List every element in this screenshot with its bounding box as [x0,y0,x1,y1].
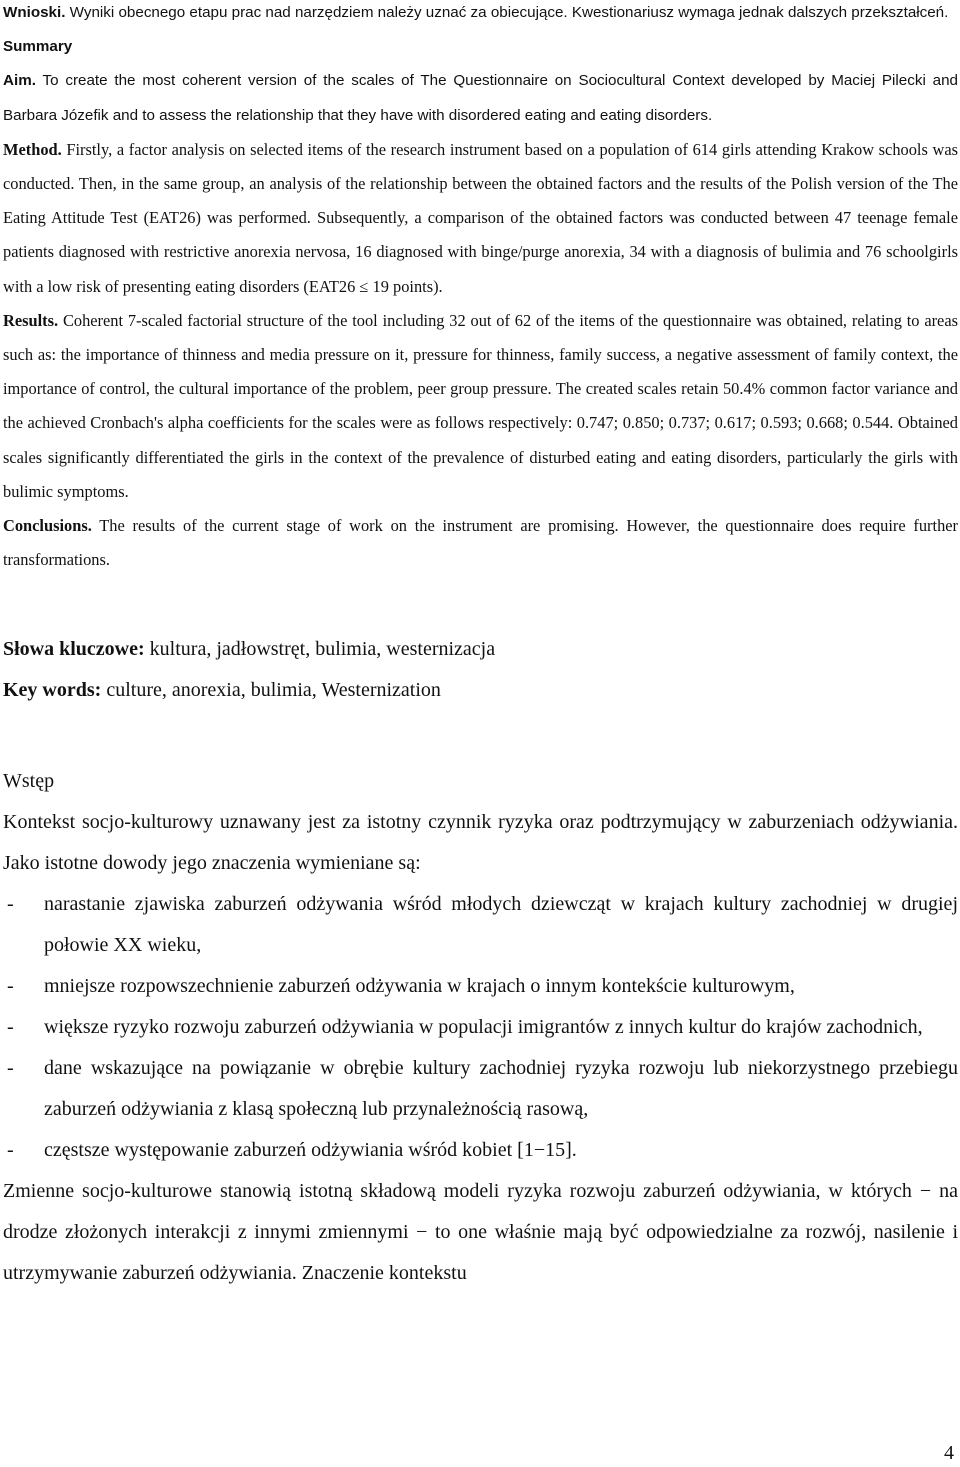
abstract-en-method [3,133,958,304]
conclusions-en-label: Conclusions. [3,516,92,536]
keywords-pl [3,629,958,670]
list-item-text: mniejsze rozpowszechnienie zaburzeń odżywania w krajach o innym kontekście kulturowym, [44,975,795,998]
list-item-text: większe ryzyko rozwoju zaburzeń odżywiania w populacji imigrantów z innych kultur do krajów zachodnich, [44,1016,923,1039]
conclusions-pl-label: Wnioski. [3,4,66,21]
abstract-en-conclusions [3,509,958,577]
conclusions-pl-text: Wyniki obecnego etapu prac nad narzędziem należy uznać za obiecujące. Kwestionariusz wymaga jednak dalszych przekształceń. [65,4,949,21]
list-item-text: dane wskazujące na powiązanie w obrębie kultury zachodniej ryzyka rozwoju lub niekorzystnego przebiegu zaburzeń odżywiania z klasą społeczną lub przynależnością rasową, [44,1057,958,1121]
intro-section [3,761,958,1294]
results-text: Coherent 7-scaled factorial structure of the tool including 32 out of 62 of the items of the questionnaire was obtained, relating to areas such as: the importance of thinness and media pressure on it, pressure for thinness, family success, a negative assessment of family context, the importance of control, the cultural importance of the problem, peer group pressure. The created scales retain 50.4% common factor variance and the achieved Cronbach's alpha coefficients for the scales were as follows respectively: 0.747; 0.850; 0.737; 0.617; 0.593; 0.668; 0.544. Obtained scales significantly differentiated the girls in the context of the prevalence of disturbed eating and eating disorders, particularly the girls with bulimic symptoms. [3,310,958,501]
keywords-pl-text: kultura, jadłowstręt, bulimia, westernizacja [144,638,496,661]
bullet-dash: - [7,893,14,916]
method-text: Firstly, a factor analysis on selected items of the research instrument based on a population of 614 girls attending Krakow schools was conducted. Then, in the same group, an analysis of the relationship between the obtained factors and the results of the Polish version of the The Eating Attitude Test (EAT26) was performed. Subsequently, a comparison of the obtained factors was conducted between 47 teenage female patients diagnosed with restrictive anorexia nervosa, 16 diagnosed with binge/purge anorexia, 34 with a diagnosis of bulimia and 76 schoolgirls with a low risk of presenting eating disorders (EAT26 ≤ 19 points). [3,139,958,296]
document-page [3,0,958,1294]
abstract-pl-conclusions [3,0,958,30]
keywords-section [3,629,958,711]
intro-paragraph-2: Zmienne socjo-kulturowe stanowią istotną składową modeli ryzyka rozwoju zaburzeń odżywiania, w których − na drodze złożonych interakcji z innymi zmiennymi − to one właśnie mają być odpowiedzialne za rozwój, nasilenie i utrzymywanie zaburzeń odżywiania. Znaczenie kontekstu [3,1180,958,1285]
conclusions-en-text: The results of the current stage of work on the instrument are promising. However, the questionnaire does require further transformations. [3,516,958,570]
list-item [3,1130,958,1171]
list-item-text: częstsze występowanie zaburzeń odżywiania wśród kobiet [1−15]. [44,1139,577,1162]
bullet-dash: - [7,1057,14,1080]
list-item [3,966,958,1007]
keywords-en-text: culture, anorexia, bulimia, Westernization [101,679,441,702]
bullet-dash: - [7,975,14,998]
list-item [3,1007,958,1048]
keywords-en [3,670,958,711]
intro-paragraph-1: Kontekst socjo-kulturowy uznawany jest za istotny czynnik ryzyka oraz podtrzymujący w zaburzeniach odżywiania. Jako istotne dowody jego znaczenia wymieniane są: [3,811,958,875]
section-heading: Wstęp [3,770,55,793]
keywords-pl-label: Słowa kluczowe: [3,638,145,661]
aim-label: Aim. [3,72,36,90]
summary-heading-text: Summary [3,38,73,56]
method-label: Method. [3,139,62,159]
summary-heading [3,30,958,64]
bullet-dash: - [7,1139,14,1162]
abstract-en-aim [3,64,958,132]
list-item-text: narastanie zjawiska zaburzeń odżywania wśród młodych dziewcząt w krajach kultury zachodniej w drugiej połowie XX wieku, [44,893,958,957]
results-label: Results. [3,310,59,330]
keywords-en-label: Key words: [3,679,102,702]
list-item [3,1048,958,1130]
abstract-en-results [3,304,958,509]
abstract-section [3,0,958,577]
evidence-list [3,884,958,1171]
bullet-dash: - [7,1016,14,1039]
aim-text: To create the most coherent version of the scales of The Questionnaire on Sociocultural Context developed by Maciej Pilecki and Barbara Józefik and to assess the relationship that they have with disordered eating and eating disorders. [3,72,958,124]
page-number: 4 [944,1442,954,1464]
list-item [3,884,958,966]
